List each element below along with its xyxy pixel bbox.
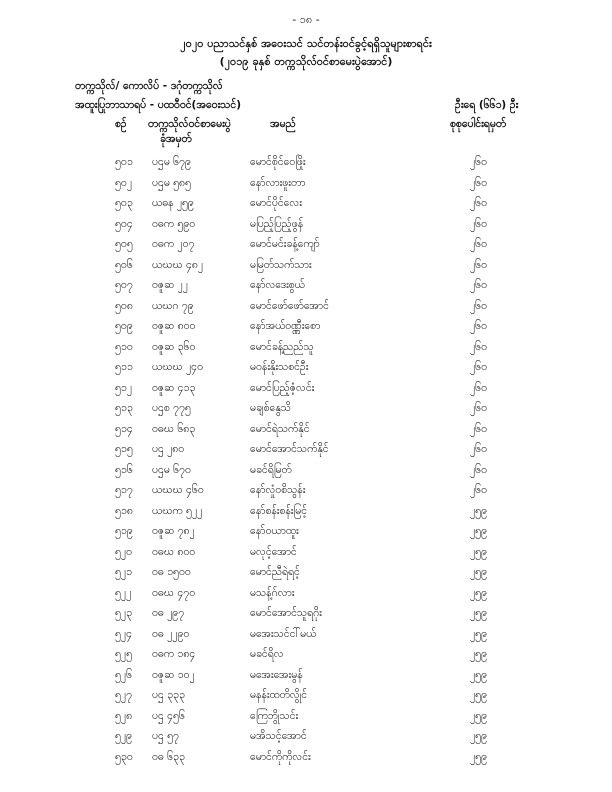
document-title: ၂၀၂၀ ပညာသင်နှစ် အဝေးသင် သင်တန်းဝင်ခွင့်ရရှိသူများစာရင်း <box>180 37 432 50</box>
table-row <box>0 484 612 505</box>
student-name: ကြေဘွိုသင်း <box>250 709 299 722</box>
student-name: နော်အယ်ဝဏ္ဏီးစော <box>250 320 321 332</box>
table-row <box>0 238 612 259</box>
roll-number: ဝဓဃ ၆၈၃ <box>152 422 196 435</box>
table-row <box>0 648 612 669</box>
roll-number: ဝဓ ၂၉၇ <box>152 607 185 619</box>
total-mark: ၂၅၉ <box>470 607 487 619</box>
row-number: ၅၂၉ <box>115 730 132 742</box>
total-mark: ၂၆၀ <box>470 422 487 435</box>
table-row <box>0 710 612 731</box>
table-row <box>0 607 612 628</box>
roll-number: ဝဓက ၅၉၀ <box>152 217 196 230</box>
total-mark: ၂၆၀ <box>470 217 487 230</box>
total-mark: ၂၅၉ <box>470 545 487 558</box>
row-number: ၅၀၁ <box>115 156 133 168</box>
roll-number: ဝဇူဆ ၈၀၀ <box>152 320 196 332</box>
total-mark: ၂၆၀ <box>470 258 487 271</box>
table-row <box>0 505 612 526</box>
row-number: ၅၀၅ <box>115 238 133 250</box>
table-row <box>0 566 612 587</box>
table-row <box>0 423 612 444</box>
student-name: မောင်ခန့်ညည်သူ <box>250 340 314 353</box>
student-name: နော်လားဖူးတာ <box>250 176 306 189</box>
results-table <box>0 156 612 771</box>
table-row <box>0 382 612 403</box>
count-label: ဦးရေ (၆၆၁) ဦး <box>455 99 519 111</box>
total-mark: ၂၅၉ <box>470 730 487 742</box>
student-name: မချစ်နွေသိ <box>250 402 291 414</box>
total-mark: ၂၅၉ <box>470 566 487 578</box>
roll-number: ပဌမ ၆၇၉ <box>152 156 191 168</box>
total-mark: ၂၆၀ <box>470 484 487 496</box>
row-number: ၅၀၂ <box>115 176 132 189</box>
roll-number: ဝဓ ၁၅၀၀ <box>152 566 191 578</box>
row-number: ၅၃၀ <box>115 750 133 763</box>
row-number: ၅၀၈ <box>115 299 133 312</box>
table-row <box>0 443 612 464</box>
student-name: မောင်ကိုကိုလင်း <box>250 750 311 763</box>
row-number: ၅၁၄ <box>115 422 133 435</box>
student-name: မအေးသင်ငါ်မယ် <box>250 627 317 640</box>
student-name: မနန်းထတိလွိုင် <box>250 689 308 701</box>
roll-number: ဝဇူဆ ၁၀၂ <box>152 668 195 681</box>
student-name: နော်လဒေးစွယ် <box>250 279 305 291</box>
row-number: ၅၁၀ <box>115 340 133 353</box>
row-number: ၅၀၆ <box>115 258 133 271</box>
total-mark: ၂၆၀ <box>470 299 487 312</box>
total-mark: ၂၅၉ <box>470 750 487 763</box>
roll-number: ဝဇူဆ ၄၁၃ <box>152 381 196 394</box>
roll-number: ဝဓဃ ၄၇၀ <box>152 586 196 599</box>
table-row <box>0 546 612 567</box>
table-row <box>0 751 612 772</box>
student-name: မလုင့်အောင် <box>250 545 297 558</box>
row-number: ၅၀၇ <box>115 279 133 291</box>
row-number: ၅၂၅ <box>115 648 132 660</box>
total-mark: ၂၅၉ <box>470 648 487 660</box>
student-name: မောင်မင်းခန့်ကျော် <box>250 238 320 250</box>
total-mark: ၂၅၉ <box>470 709 487 722</box>
table-row <box>0 628 612 649</box>
row-number: ၅၂၁ <box>115 566 132 578</box>
row-number: ၅၂၇ <box>115 689 132 701</box>
total-mark: ၂၆၀ <box>470 279 487 291</box>
total-mark: ၂၆၀ <box>470 463 487 476</box>
table-row <box>0 525 612 546</box>
roll-number: ဝဇူဆ ၇၈၂ <box>152 525 195 537</box>
student-name: မောင်ဖော်ဖော်အောင် <box>250 299 329 312</box>
table-row <box>0 320 612 341</box>
total-mark: ၂၆၀ <box>470 443 487 455</box>
university-label: တက္ကသိုလ်/ ကောလိပ် - ဒဂုံတက္ကသိုလ် <box>75 80 223 92</box>
roll-number: ဝဓက ၂၀၇ <box>152 238 195 250</box>
total-mark: ၂၆၀ <box>470 156 487 168</box>
roll-number: ယဓန ၂၅၉ <box>152 197 194 209</box>
row-number: ၅၂၆ <box>115 668 132 681</box>
roll-number: ပဌမ ၅၈၅ <box>152 176 191 189</box>
table-row <box>0 341 612 362</box>
student-name: မခင်ရိမြတ် <box>250 463 292 476</box>
row-number: ၅၂၀ <box>115 545 132 558</box>
student-name: မပြည့်ပြည့်ဖွန် <box>250 217 304 230</box>
roll-number: ဝဇူဆ ၃၆၀ <box>152 340 196 353</box>
total-mark: ၂၆၀ <box>470 238 487 250</box>
total-mark: ၂၆၀ <box>470 381 487 394</box>
table-row <box>0 587 612 608</box>
header-no: စဉ် <box>115 118 127 130</box>
row-number: ၅၂၂ <box>115 586 132 599</box>
roll-number: ပဌမ ၆၇၀ <box>152 463 191 476</box>
total-mark: ၂၅၉ <box>470 627 487 640</box>
roll-number: ဝဓ ၂၂၉၀ <box>152 627 190 640</box>
roll-number: ဝဇူဆ ၂၂ <box>152 279 188 291</box>
roll-number: ဝဓ ၆၃၃ <box>152 750 185 763</box>
row-number: ၅၀၄ <box>115 217 133 230</box>
total-mark: ၂၅၉ <box>470 504 487 517</box>
row-number: ၅၁၃ <box>115 402 133 414</box>
student-name: မမြတ်သက်သား <box>250 258 312 271</box>
student-name: နော်ဝယာထူး <box>250 525 299 537</box>
table-row <box>0 197 612 218</box>
row-number: ၅၁၆ <box>115 463 133 476</box>
roll-number: ဝဓက ၁၈၄ <box>152 648 196 660</box>
total-mark: ၂၆၀ <box>470 340 487 353</box>
total-mark: ၂၆၀ <box>470 320 487 332</box>
header-roll-line2: ခုံအမှတ် <box>160 133 192 145</box>
student-name: မောင်ပိုင်လေး <box>250 197 302 209</box>
roll-number: ပဌ ၄၅၆ <box>152 709 185 722</box>
document-subtitle: (၂၀၁၉ ခုနှစ် တက္ကသိုလ်ဝင်စာမေးပွဲအောင်) <box>219 55 393 68</box>
table-row <box>0 402 612 423</box>
roll-number: ပဌ ၂၈၀ <box>152 443 185 455</box>
roll-number: ယဃဃ ၄၆၀ <box>152 484 204 496</box>
header-mark: စုစုပေါင်းရမှတ် <box>450 118 507 130</box>
table-row <box>0 279 612 300</box>
header-name: အမည် <box>270 118 296 130</box>
row-number: ၅၁၈ <box>115 504 133 517</box>
table-row <box>0 177 612 198</box>
table-row <box>0 361 612 382</box>
row-number: ၅၀၉ <box>115 320 133 332</box>
roll-number: ယဃဃ ၂၄၀ <box>152 361 203 373</box>
roll-number: ပဌ ၃၃၃ <box>152 689 185 701</box>
total-mark: ၂၆၀ <box>470 402 487 414</box>
student-name: မောင်ညီရဲရင့် <box>250 566 300 578</box>
student-name: မောင်အောင်သူရဂိုး <box>250 607 322 619</box>
roll-number: ပဌ ၅၇ <box>152 730 179 742</box>
student-name: နော်လှုံ၀စိသွန်း <box>250 484 306 496</box>
table-row <box>0 464 612 485</box>
table-row <box>0 689 612 710</box>
roll-number: ယဃဃ ၄၈၂ <box>152 258 204 271</box>
student-name: နော်စန်းစန်းမြင့် <box>250 504 308 517</box>
student-name: မောင်အောင်သက်နိုင် <box>250 443 329 455</box>
total-mark: ၂၅၉ <box>470 668 487 681</box>
student-name: မအိသင့်အောင် <box>250 730 307 742</box>
header-roll: တက္ကသိုလ်ဝင်စာမေးပွဲ <box>148 118 231 130</box>
row-number: ၅၁၅ <box>115 443 133 455</box>
student-name: မသန့်ဂ်လား <box>250 586 295 599</box>
subject-label: အထူးပြုဘာသာရပ် - ပထဝီဝင်(အဝေးသင်) <box>75 99 242 111</box>
roll-number: ဝဓဃ ၈၀၀ <box>152 545 196 558</box>
row-number: ၅၁၂ <box>115 381 132 394</box>
table-row <box>0 156 612 177</box>
student-name: မဝန်းနိုးသစင်ဦး <box>250 361 309 373</box>
roll-number: ပဌစ ၇၇၅ <box>152 402 191 414</box>
table-row <box>0 300 612 321</box>
table-row <box>0 218 612 239</box>
roll-number: ယဃဂ ၇၉ <box>152 299 194 312</box>
total-mark: ၂၆၀ <box>470 176 487 189</box>
row-number: ၅၁၉ <box>115 525 133 537</box>
page-number: - ၁၈ - <box>292 13 320 26</box>
table-row <box>0 669 612 690</box>
student-name: မောင်ပြည့်ဇံ့လင်း <box>250 381 315 394</box>
row-number: ၅၂၃ <box>115 607 132 619</box>
row-number: ၅၁၇ <box>115 484 133 496</box>
row-number: ၅၀၃ <box>115 197 133 209</box>
roll-number: ယဃက ၅၂၂ <box>152 504 203 517</box>
total-mark: ၂၆၀ <box>470 361 487 373</box>
total-mark: ၂၆၀ <box>470 197 487 209</box>
row-number: ၅၁၁ <box>115 361 133 373</box>
row-number: ၅၂၄ <box>115 627 132 640</box>
total-mark: ၂၅၉ <box>470 525 487 537</box>
student-name: မအေးအေးမွန် <box>250 668 303 681</box>
student-name: မခင်ရိလ <box>250 648 284 660</box>
student-name: မောင်စိုင်ဝေဖြိုး <box>250 156 306 168</box>
total-mark: ၂၅၉ <box>470 586 487 599</box>
table-row <box>0 259 612 280</box>
table-row <box>0 730 612 751</box>
total-mark: ၂၅၉ <box>470 689 487 701</box>
row-number: ၅၂၈ <box>115 709 133 722</box>
student-name: မောင်ရဲသက်နိုင် <box>250 422 310 435</box>
